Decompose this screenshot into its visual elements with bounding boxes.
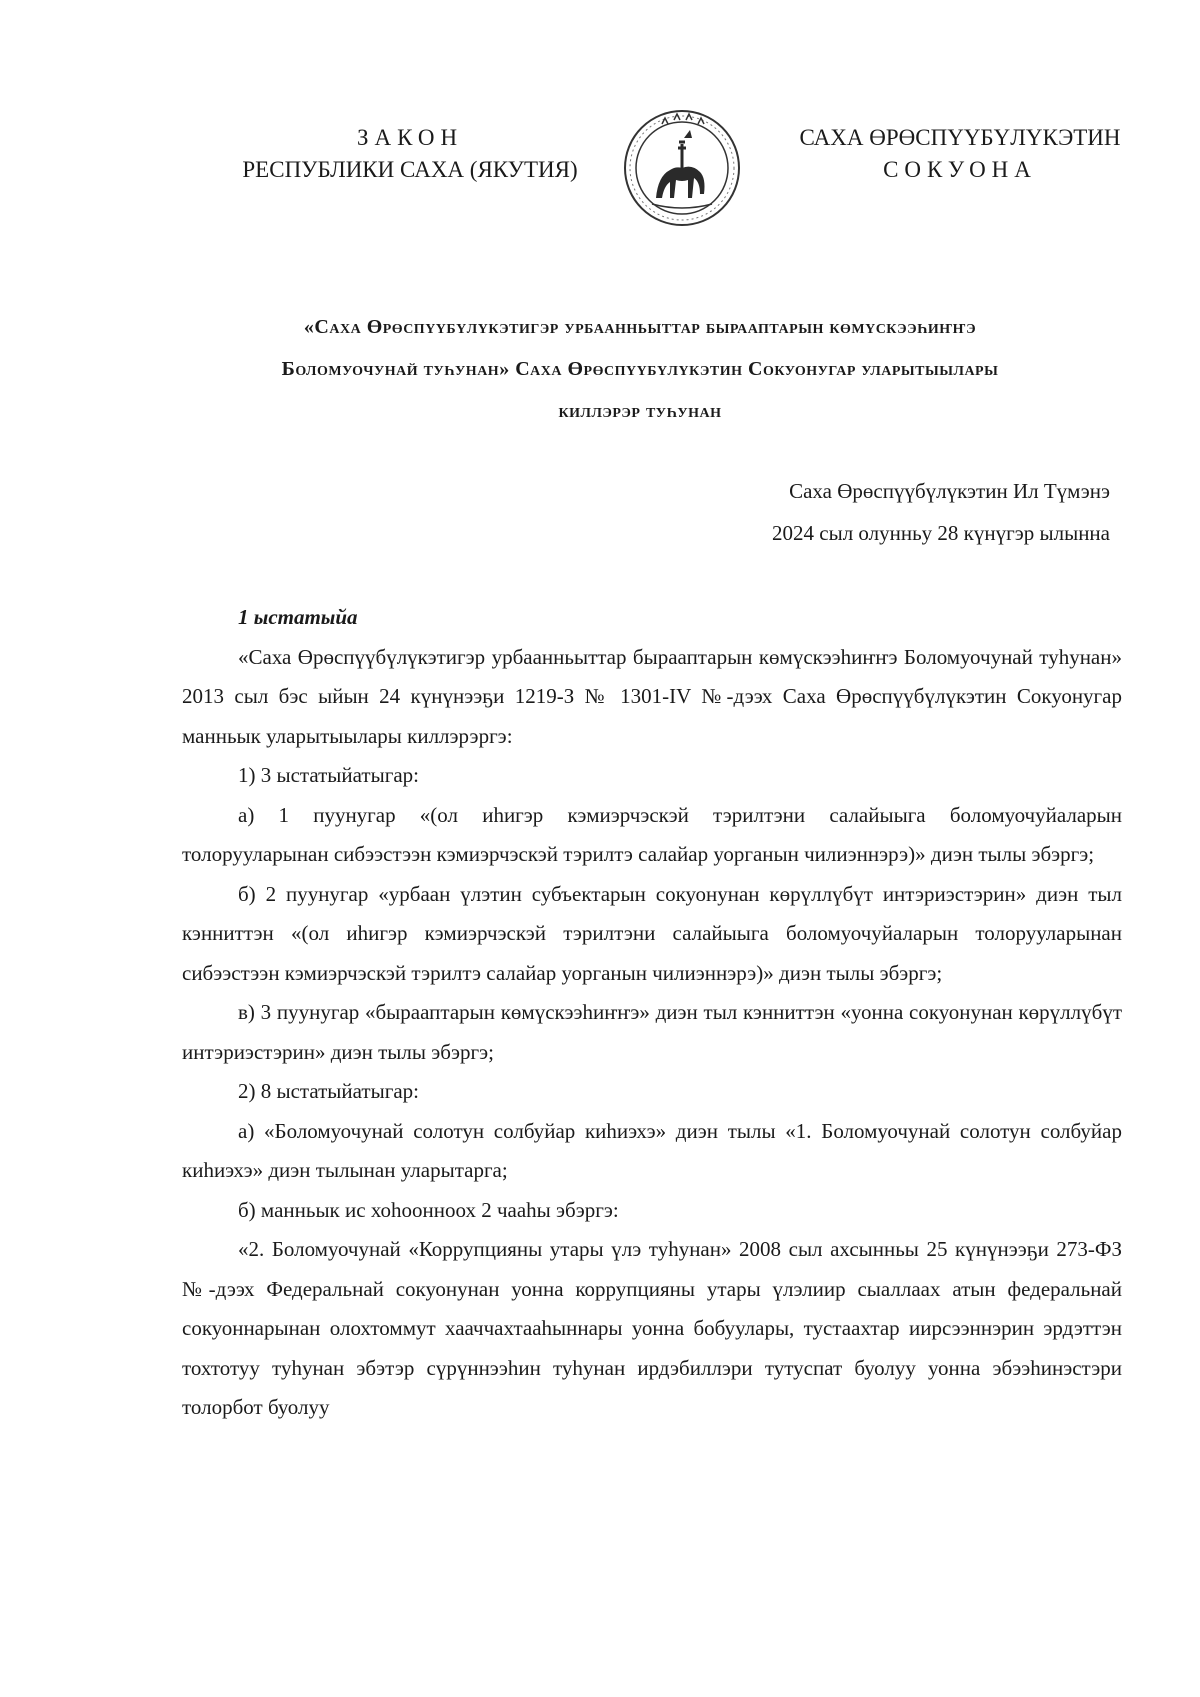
paragraph: б) 2 пуунугар «урбаан үлэтин субъектарын сокуонунан көрүллүбүт интэриэстэрин» диэн тыл кэнниттэн «(ол иһигэр кэмиэрчэскэй тэрилтэни салайыыга боломуочуйаларын толорууларынан сибээстээн кэмиэрчэскэй тэрилтэ салайар уорганын чилиэннэрэ)» диэн тылы эбэргэ; xyxy=(182,881,1122,985)
paragraph: в) 3 пуунугар «бырааптарын көмүскээһиҥҥэ» диэн тыл кэнниттэн «уонна сокуонунан көрүллүбүт интэриэстэрин» диэн тылы эбэргэ; xyxy=(182,1000,1122,1064)
article-heading: 1 ыстатыйа xyxy=(238,605,358,629)
adopting-body: Саха Өрөспүүбүлүкэтин Ил Түмэнэ xyxy=(789,479,1110,503)
paragraph: «Саха Өрөспүүбүлүкэтигэр урбаанньыттар бырааптарын көмүскээһиҥҥэ Боломуочунай туһунан» 2013 сыл бэс ыйын 24 күнүнээҕи 1219-З № 1301-IV №-дээх Саха Өрөспүүбүлүкэтин Сокуонугар манньык уларытыылары киллэрэргэ: xyxy=(182,644,1122,748)
adoption-block xyxy=(772,470,1110,554)
law-title-line2: Боломуочунай туһунан» Саха Өрөспүүбүлүкэтин Сокуонугар уларытыылары xyxy=(281,358,999,380)
document-body xyxy=(182,598,1122,1428)
sakha-republic-coat-of-arms-icon xyxy=(622,108,742,228)
law-title xyxy=(160,306,1120,432)
header-sakha xyxy=(780,122,1140,186)
paragraph: а) 1 пуунугар «(ол иһигэр кэмиэрчэскэй тэрилтэни салайыыга боломуочуйаларын толорууларынан сибээстээн кэмиэрчэскэй тэрилтэ салайар уорганын чилиэннэрэ)» диэн тылы эбэргэ; xyxy=(182,802,1122,866)
header-left-line2: РЕСПУБЛИКИ САХА (ЯКУТИЯ) xyxy=(242,157,578,182)
header-right-line2: СОКУОНА xyxy=(883,157,1037,182)
paragraph: «2. Боломуочунай «Коррупцияны утары үлэ туһунан» 2008 сыл ахсынньы 25 күнүнээҕи 273-ФЗ №-дээх Федеральнай сокуонунан уонна коррупцияны утары үлэлиир сыаллаах атын федеральнай сокуоннарынан олохтоммут хааччахтааһыннары уонна бобуулары, тустаахтар иирсээннэрин эрдэттэн тохтотуу туһунан эбэтэр сүрүннээһин туһунан ирдэбиллэри тутуспат буолуу уонна эбээһинэстэри толорбот буолуу xyxy=(182,1237,1122,1419)
paragraph: 1) 3 ыстатыйатыгар: xyxy=(238,763,419,787)
adoption-date: 2024 сыл олунньу 28 күнүгэр ылынна xyxy=(772,521,1110,545)
header-right-line1: САХА ӨРӨСПҮҮБҮЛҮКЭТИН xyxy=(799,125,1121,150)
paragraph: б) манньык ис хоһоонноох 2 чааһы эбэргэ: xyxy=(238,1197,619,1222)
law-title-line1: «Саха Өрөспүүбүлүкэтигэр урбаанньыттар бырааптарын көмүскээһиҥҥэ xyxy=(303,316,977,338)
header-russian xyxy=(200,122,620,186)
paragraph: 2) 8 ыстатыйатыгар: xyxy=(238,1079,419,1103)
law-title-line3: киллэрэр туһунан xyxy=(558,400,722,422)
header-left-line1: ЗАКОН xyxy=(356,125,464,150)
paragraph: а) «Боломуочунай солотун солбуйар киһиэхэ» диэн тылы «1. Боломуочунай солотун солбуйар киһиэхэ» диэн тылынан уларытарга; xyxy=(182,1118,1122,1182)
